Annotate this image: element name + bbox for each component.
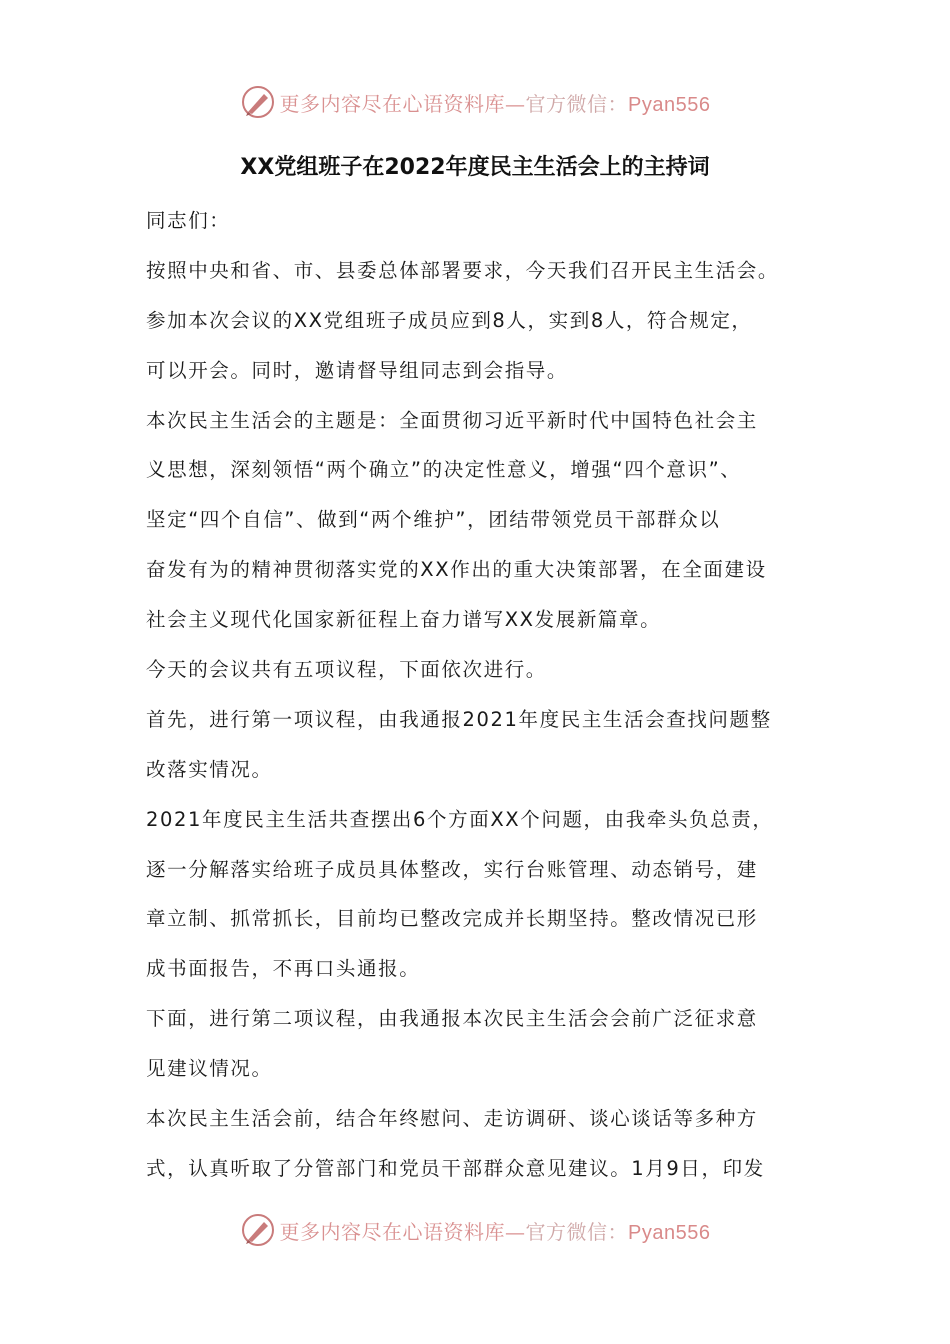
pen-logo-icon xyxy=(240,84,276,120)
watermark-text: 更多内容尽在心语资料库—官方微信：Pyan556 xyxy=(279,1219,711,1244)
text-line: 下面，进行第二项议程，由我通报本次民主生活会会前广泛征求意 xyxy=(146,1007,758,1031)
watermark-banner-top xyxy=(0,82,950,122)
pen-logo-icon xyxy=(240,1212,276,1248)
text-line: 可以开会。同时，邀请督导组同志到会指导。 xyxy=(146,358,569,382)
text-line: 首先，进行第一项议程，由我通报2021年度民主生活会查找问题整 xyxy=(146,707,772,731)
text-line: 改落实情况。 xyxy=(146,757,273,781)
text-line: 社会主义现代化国家新征程上奋力谱写XX发展新篇章。 xyxy=(146,608,662,632)
text-line: 义思想，深刻领悟“两个确立”的决定性意义，增强“四个意识”、 xyxy=(146,458,742,482)
text-line: 参加本次会议的XX党组班子成员应到8人，实到8人，符合规定， xyxy=(146,308,753,332)
text-line: 按照中央和省、市、县委总体部署要求，今天我们召开民主生活会。 xyxy=(146,258,780,282)
text-line: 同志们： xyxy=(146,209,231,232)
text-line: 今天的会议共有五项议程，下面依次进行。 xyxy=(146,658,547,682)
text-line: 2021年度民主生活共查摆出6个方面XX个问题，由我牵头负总责， xyxy=(146,807,774,831)
document-title: XX党组班子在2022年度民主生活会上的主持词 xyxy=(240,155,710,180)
text-line: 见建议情况。 xyxy=(146,1057,273,1081)
text-line: 本次民主生活会的主题是：全面贯彻习近平新时代中国特色社会主 xyxy=(146,408,758,432)
text-line: 奋发有为的精神贯彻落实党的XX作出的重大决策部署，在全面建设 xyxy=(146,558,767,582)
text-line: 成书面报告，不再口头通报。 xyxy=(146,957,421,981)
text-line: 逐一分解落实给班子成员具体整改，实行台账管理、动态销号，建 xyxy=(146,857,758,881)
watermark-text: 更多内容尽在心语资料库—官方微信：Pyan556 xyxy=(279,91,711,116)
text-line: 本次民主生活会前，结合年终慰问、走访调研、谈心谈话等多种方 xyxy=(146,1107,758,1131)
document-body xyxy=(146,196,826,1194)
watermark-banner-bottom xyxy=(0,1210,950,1250)
text-line: 坚定“四个自信”、做到“两个维护”，团结带领党员干部群众以 xyxy=(146,508,721,532)
text-line: 式，认真听取了分管部门和党员干部群众意见建议。1月9日，印发 xyxy=(146,1156,765,1180)
text-line: 章立制、抓常抓长，目前均已整改完成并长期坚持。整改情况已形 xyxy=(146,907,758,931)
